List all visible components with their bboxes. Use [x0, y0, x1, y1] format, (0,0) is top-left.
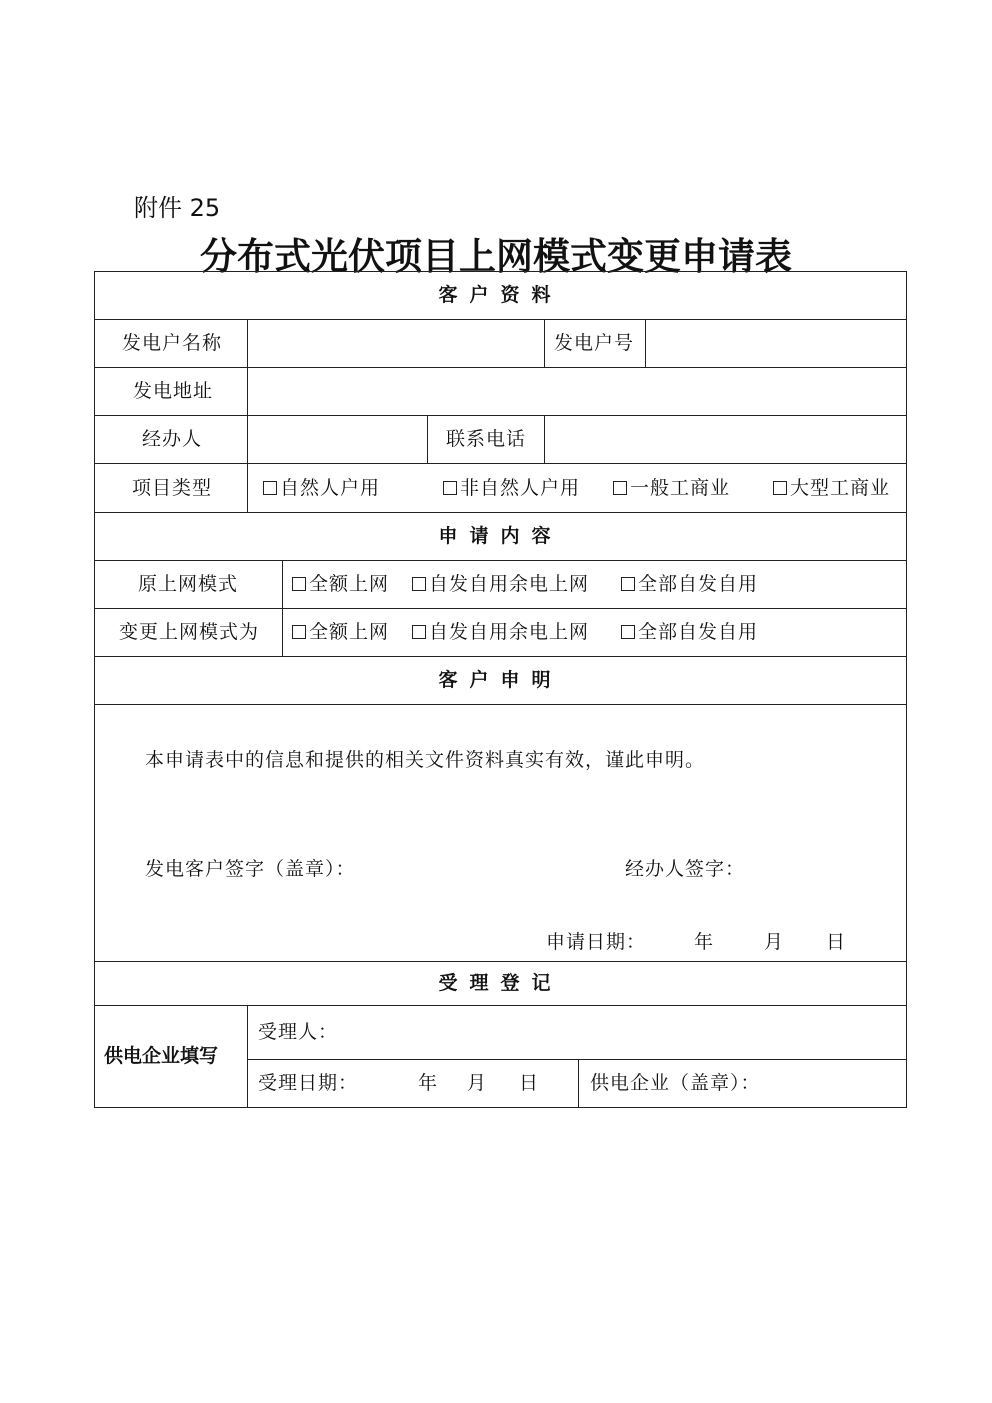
gen-no-label: 发电户号 — [554, 332, 635, 354]
row-divider — [94, 704, 907, 705]
accept-date-label: 受理日期： — [258, 1072, 359, 1094]
agent-label: 经办人 — [142, 428, 203, 450]
row-divider — [94, 961, 907, 962]
checkbox-icon[interactable] — [292, 577, 306, 591]
changed-mode-option[interactable]: 全部自发自用 — [621, 623, 758, 642]
row-divider — [94, 463, 907, 464]
customer-sign-label: 发电客户签字（盖章）： — [145, 858, 356, 880]
project-type-option[interactable]: 一般工商业 — [613, 479, 730, 498]
attachment-label: 附件 25 — [134, 194, 221, 222]
changed-mode-label: 变更上网模式为 — [119, 621, 260, 643]
original-mode-option[interactable]: 全额上网 — [292, 575, 389, 594]
col-divider — [578, 1059, 579, 1107]
checkbox-icon[interactable] — [263, 481, 277, 495]
supplier-stamp-label: 供电企业（盖章）： — [590, 1072, 761, 1094]
section-registration: 受理登记 — [438, 972, 563, 994]
phone-field[interactable] — [545, 416, 906, 463]
row-divider — [94, 608, 907, 609]
apply-year-label: 年 — [694, 931, 715, 953]
section-request: 申请内容 — [438, 525, 563, 547]
checkbox-icon[interactable] — [412, 625, 426, 639]
row-divider — [247, 1059, 907, 1060]
gen-no-field[interactable] — [646, 320, 906, 367]
accept-year-label: 年 — [418, 1072, 439, 1094]
project-type-label: 项目类型 — [132, 477, 213, 499]
col-divider — [282, 560, 283, 656]
gen-address-label: 发电地址 — [133, 380, 214, 402]
agent-field[interactable] — [248, 416, 427, 463]
apply-day-label: 日 — [826, 931, 847, 953]
phone-label: 联系电话 — [446, 428, 527, 450]
project-type-option[interactable]: 大型工商业 — [773, 479, 890, 498]
form-title: 分布式光伏项目上网模式变更申请表 — [200, 234, 792, 278]
checkbox-icon[interactable] — [621, 577, 635, 591]
changed-mode-option[interactable]: 全额上网 — [292, 623, 389, 642]
gen-name-label: 发电户名称 — [122, 332, 223, 354]
checkbox-icon[interactable] — [621, 625, 635, 639]
row-divider — [94, 560, 907, 561]
project-type-option[interactable]: 自然人户用 — [263, 479, 380, 498]
accept-month-label: 月 — [467, 1072, 488, 1094]
acceptor-label: 受理人： — [258, 1021, 339, 1043]
row-divider — [94, 1005, 907, 1006]
accept-day-label: 日 — [519, 1072, 540, 1094]
apply-month-label: 月 — [764, 931, 785, 953]
col-divider — [544, 319, 545, 367]
col-divider — [427, 415, 428, 463]
apply-date-label: 申请日期： — [546, 931, 647, 953]
supplier-fill-label: 供电企业填写 — [104, 1045, 219, 1067]
agent-sign-label: 经办人签字： — [625, 858, 746, 880]
original-mode-option[interactable]: 全部自发自用 — [621, 575, 758, 594]
changed-mode-option[interactable]: 自发自用余电上网 — [412, 623, 589, 642]
project-type-option[interactable]: 非自然人户用 — [443, 479, 580, 498]
checkbox-icon[interactable] — [773, 481, 787, 495]
original-mode-option[interactable]: 自发自用余电上网 — [412, 575, 589, 594]
checkbox-icon[interactable] — [613, 481, 627, 495]
original-mode-label: 原上网模式 — [138, 573, 239, 595]
checkbox-icon[interactable] — [292, 625, 306, 639]
declaration-text: 本申请表中的信息和提供的相关文件资料真实有效，谨此申明。 — [145, 749, 706, 771]
row-divider — [94, 656, 907, 657]
checkbox-icon[interactable] — [443, 481, 457, 495]
col-divider — [247, 1005, 248, 1107]
gen-name-field[interactable] — [248, 320, 544, 367]
section-declaration: 客户申明 — [438, 669, 563, 691]
gen-address-field[interactable] — [248, 368, 906, 415]
row-divider — [94, 512, 907, 513]
checkbox-icon[interactable] — [412, 577, 426, 591]
section-customer-info: 客户资料 — [438, 284, 563, 306]
